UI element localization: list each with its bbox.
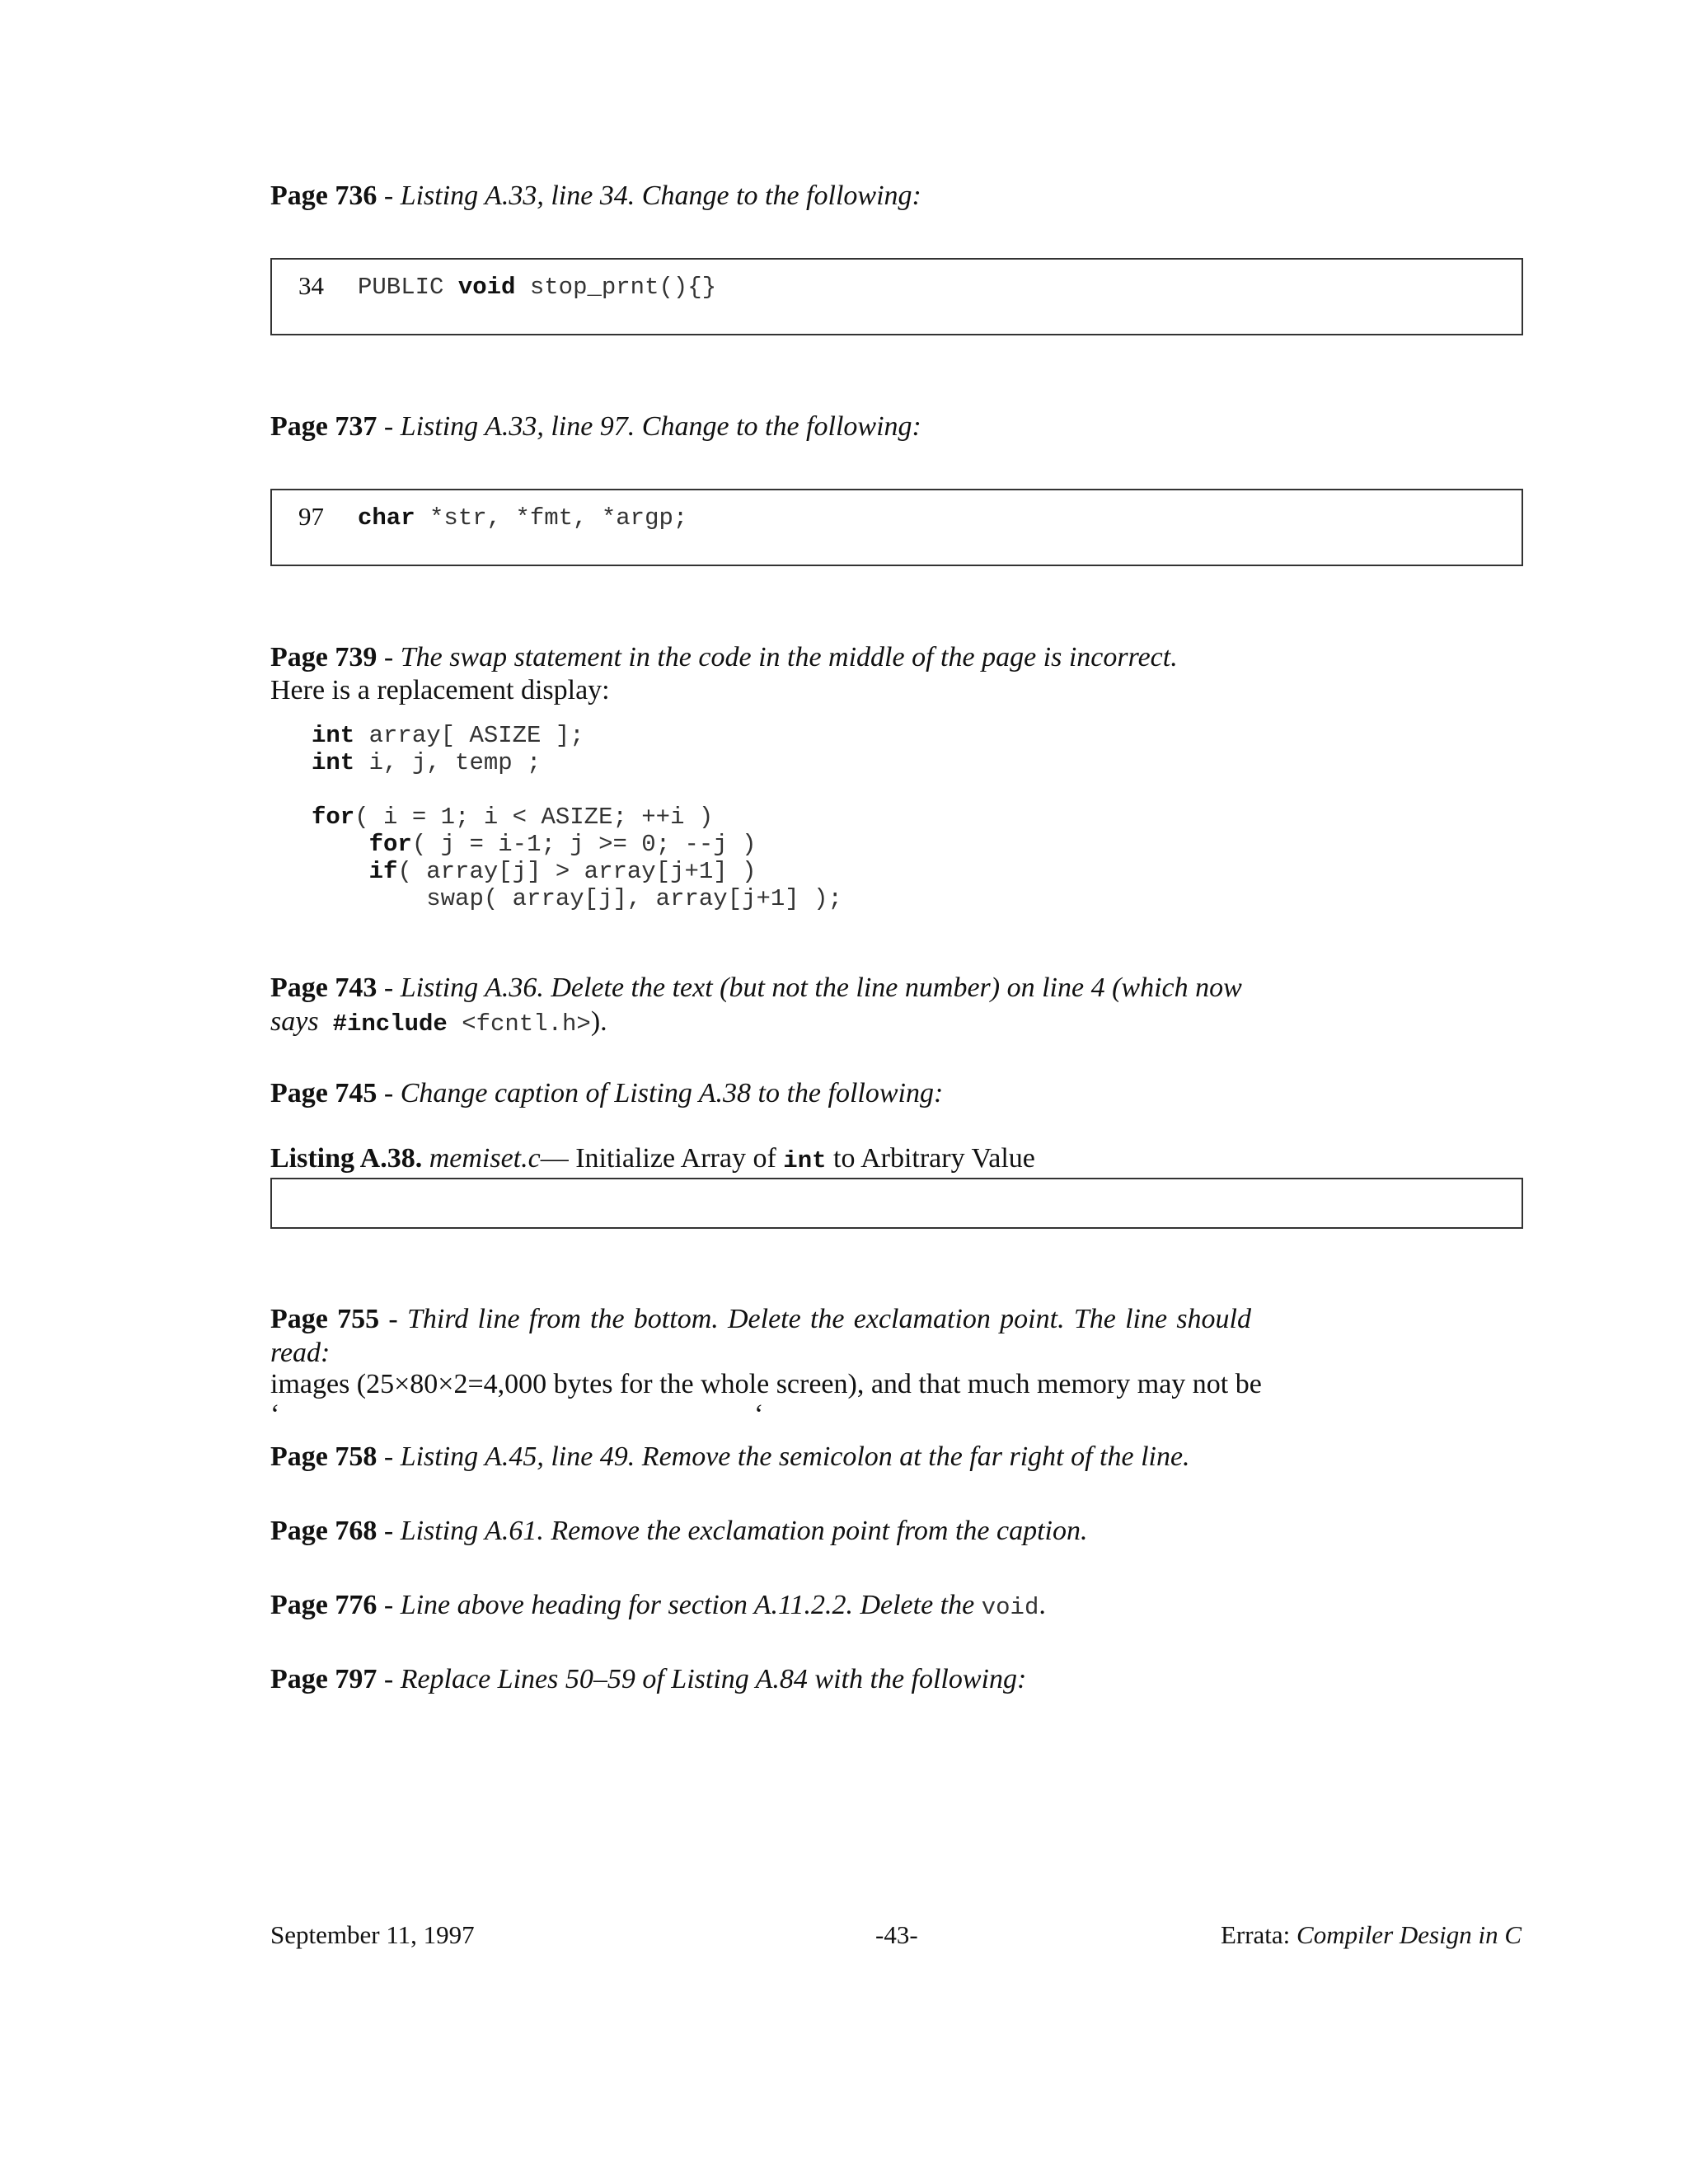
entry-description: Line above heading for section A.11.2.2. Delete the xyxy=(400,1590,982,1620)
page-ref: Page 797 xyxy=(270,1664,377,1694)
entry-758-heading: Page 758 - Listing A.45, line 49. Remove the semicolon at the far right of the line. xyxy=(270,1441,1190,1472)
page-ref: Page 755 xyxy=(270,1304,380,1334)
entry-description: Replace Lines 50–59 of Listing A.84 with the following: xyxy=(400,1664,1027,1694)
caption-box-745 xyxy=(270,1178,1523,1229)
code-line: PUBLIC void stop_prnt(){} xyxy=(358,274,717,301)
entry-776-heading: Page 776 - Line above heading for section A.11.2.2. Delete the void. xyxy=(270,1590,1046,1621)
entry-797-heading: Page 797 - Replace Lines 50–59 of Listing A.84 with the following: xyxy=(270,1664,1027,1694)
entry-description: The swap statement in the code in the middle of the page is incorrect. xyxy=(400,642,1178,673)
entry-755-heading: Page 755 - Third line from the bottom. Delete the exclamation point. The line should read: xyxy=(270,1304,1252,1368)
page-ref: Page 737 xyxy=(270,411,377,442)
code-line: char *str, *fmt, *argp; xyxy=(358,504,688,532)
page-ref: Page 739 xyxy=(270,642,377,673)
page-ref: Page 745 xyxy=(270,1078,377,1108)
entry-description: Listing A.45, line 49. Remove the semicolon at the far right of the line. xyxy=(400,1441,1190,1472)
entry-description: Listing A.61. Remove the exclamation point from the caption. xyxy=(400,1516,1088,1546)
page-ref: Page 743 xyxy=(270,972,377,1003)
page-ref: Page 768 xyxy=(270,1516,377,1546)
page-ref: Page 776 xyxy=(270,1590,377,1620)
quote-mark-left: ‘ xyxy=(270,1399,280,1430)
footer-title: Errata: Compiler Design in C xyxy=(1220,1920,1522,1949)
entry-755-text: images (25×80×2=4,000 bytes for the whole screen), and that much memory may not be xyxy=(270,1369,1262,1399)
line-number: 34 xyxy=(298,271,324,300)
entry-736-heading: Page 736 - Listing A.33, line 34. Change to the following: xyxy=(270,180,921,211)
entry-743-heading: Page 743 - Listing A.36. Delete the text (but not the line number) on line 4 (which now xyxy=(270,972,1242,1003)
code-block-739: int array[ ASIZE ]; int i, j, temp ; for( i = 1; i < ASIZE; ++i ) for( j = i-1; j >= 0; --j ) if( array[j] > array[j+1] ) swap( array[j], array[j+1] ); xyxy=(312,722,842,912)
footer-page-number: -43- xyxy=(875,1920,918,1949)
entry-745-heading: Page 745 - Change caption of Listing A.38 to the following: xyxy=(270,1078,944,1108)
entry-739-line2: Here is a replacement display: xyxy=(270,675,610,705)
entry-description: Listing A.33, line 34. Change to the following: xyxy=(400,180,921,211)
quote-mark-right: ‘ xyxy=(754,1399,764,1430)
code-box-736 xyxy=(270,258,1523,335)
code-box-737 xyxy=(270,489,1523,566)
entry-description: Listing A.33, line 97. Change to the following: xyxy=(400,411,921,442)
listing-caption: Listing A.38. memiset.c— Initialize Array of int to Arbitrary Value xyxy=(270,1143,1035,1174)
footer-date: September 11, 1997 xyxy=(270,1920,475,1949)
line-number: 97 xyxy=(298,502,324,531)
page-ref: Page 736 xyxy=(270,180,377,211)
entry-description: Change caption of Listing A.38 to the following: xyxy=(400,1078,944,1108)
entry-description: Listing A.36. Delete the text (but not the line number) on line 4 (which now xyxy=(400,972,1242,1003)
entry-743-line2: says #include <fcntl.h>). xyxy=(270,1006,607,1038)
entry-768-heading: Page 768 - Listing A.61. Remove the exclamation point from the caption. xyxy=(270,1516,1088,1546)
entry-737-heading: Page 737 - Listing A.33, line 97. Change to the following: xyxy=(270,411,921,442)
page-ref: Page 758 xyxy=(270,1441,377,1472)
entry-739-heading: Page 739 - The swap statement in the code in the middle of the page is incorrect. xyxy=(270,642,1178,673)
entry-description: Third line from the bottom. Delete the exclamation point. The line should read: xyxy=(270,1304,1252,1368)
